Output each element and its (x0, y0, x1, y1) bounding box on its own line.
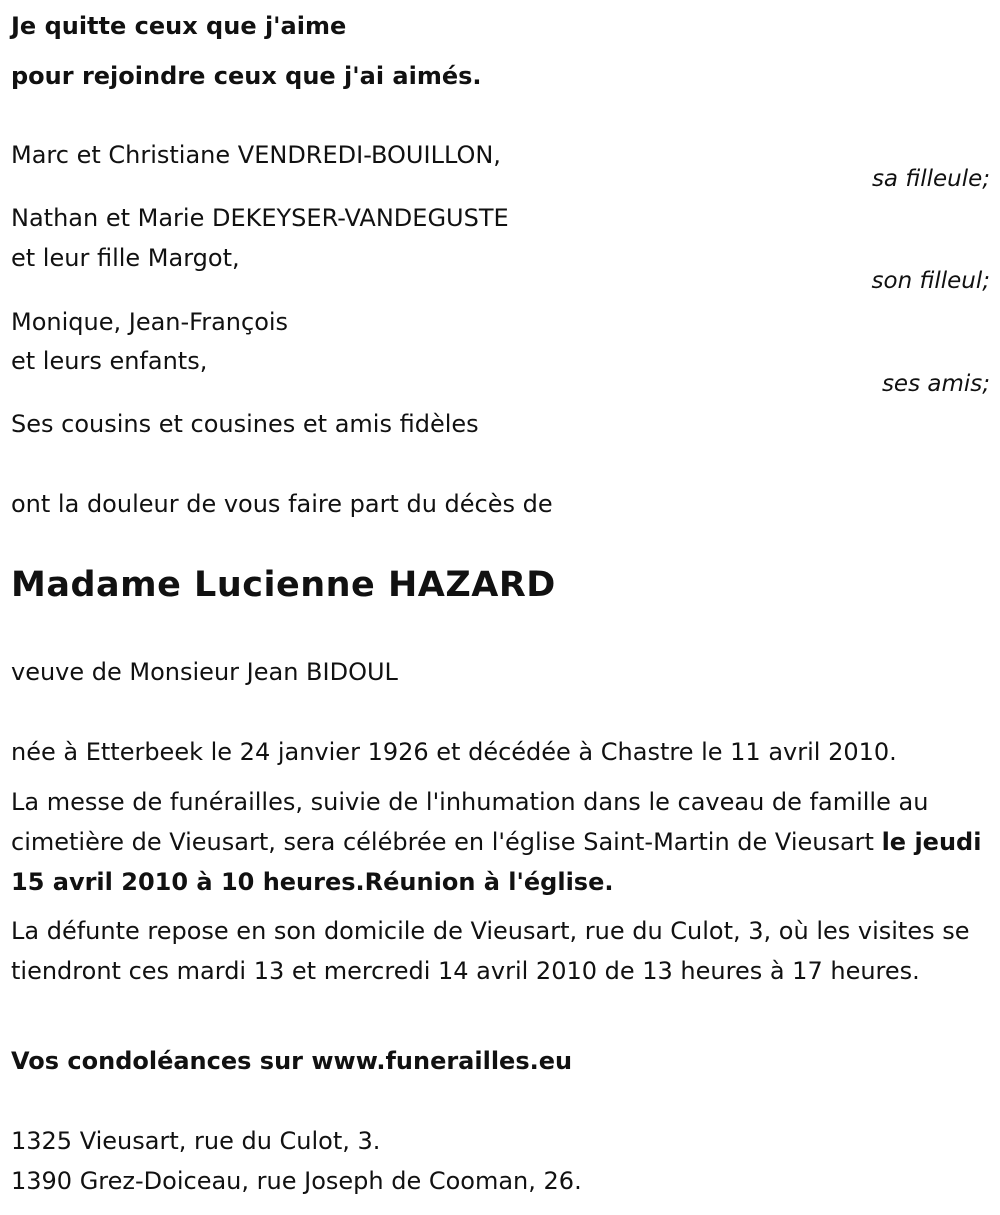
epigraph-line-1: Je quitte ceux que j'aime (11, 12, 347, 40)
family-member-line: Monique, Jean-François (11, 308, 289, 336)
family-member-line: et leurs enfants, (11, 347, 208, 375)
family-member-line: et leur fille Margot, (11, 244, 240, 272)
birth-death-text: née à Etterbeek le 24 janvier 1926 et décédée à Chastre le 11 avril 2010. (11, 738, 897, 766)
family-role: son filleul; (871, 268, 990, 294)
funeral-date: le jeudi 15 avril 2010 à 10 heures. (11, 828, 982, 896)
funeral-paragraph (11, 782, 986, 902)
announcement-text: ont la douleur de vous faire part du décès de (11, 490, 553, 518)
funeral-meeting: Réunion à l'église. (364, 868, 614, 896)
address-line: 1325 Vieusart, rue du Culot, 3. (11, 1127, 381, 1155)
deceased-name: Madame Lucienne HAZARD (11, 565, 556, 605)
funeral-text: La messe de funérailles, suivie de l'inhumation dans le caveau de famille au cimetière de Vieusart, sera célébrée en l'église Saint-Martin de Vieusart (11, 788, 929, 856)
widow-of-text: veuve de Monsieur Jean BIDOUL (11, 658, 398, 686)
family-role: ses amis; (881, 371, 990, 397)
family-member-line: Marc et Christiane VENDREDI-BOUILLON, (11, 141, 501, 169)
address-line: 1390 Grez-Doiceau, rue Joseph de Cooman, 26. (11, 1167, 582, 1195)
visitation-paragraph: La défunte repose en son domicile de Vieusart, rue du Culot, 3, où les visites se tiendront ces mardi 13 et mercredi 14 avril 2010 de 13 heures à 17 heures. (11, 917, 970, 985)
family-member-line: Ses cousins et cousines et amis fidèles (11, 410, 479, 438)
family-member-line: Nathan et Marie DEKEYSER-VANDEGUSTE (11, 204, 509, 232)
family-role: sa filleule; (871, 166, 990, 192)
condolences-text: Vos condoléances sur www.funerailles.eu (11, 1047, 573, 1075)
epigraph-line-2: pour rejoindre ceux que j'ai aimés. (11, 62, 482, 90)
